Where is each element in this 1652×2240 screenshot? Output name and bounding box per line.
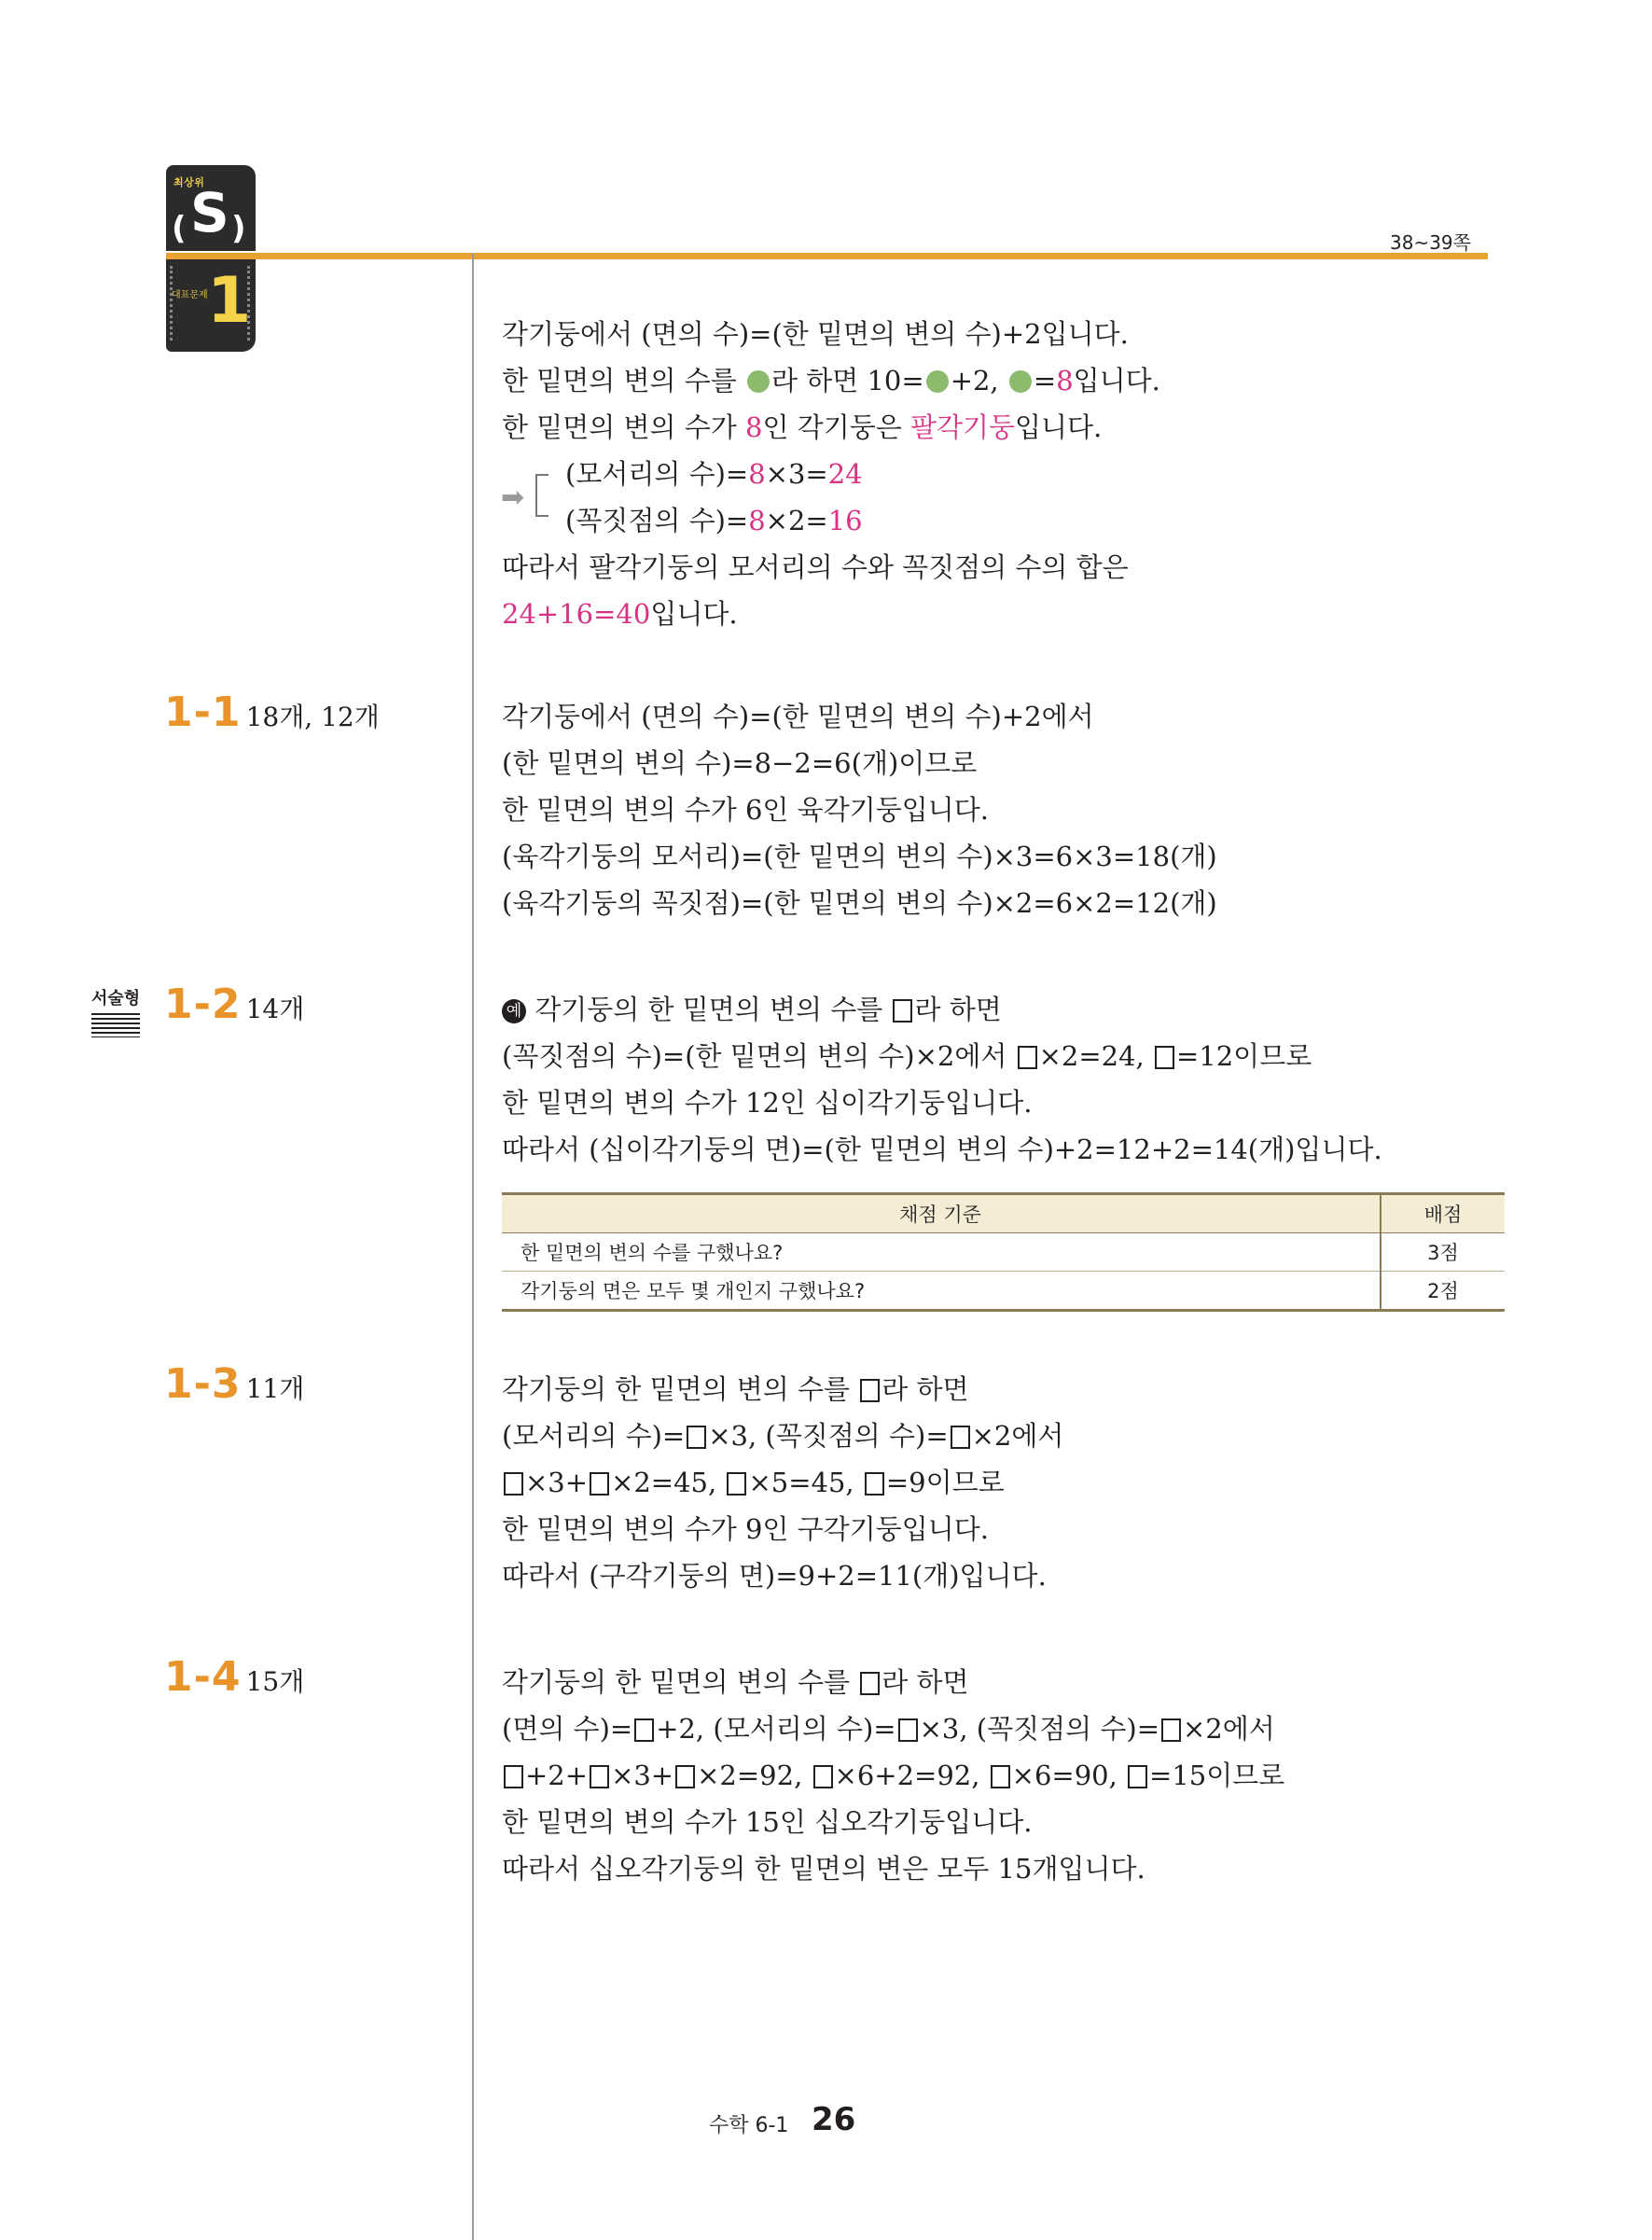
page-number: 26 (812, 2101, 856, 2138)
blank-box (504, 1472, 523, 1496)
solution-line: (한 밑면의 변의 수)=8−2=6(개)이므로 (502, 747, 978, 779)
solution-line: 따라서 팔각기둥의 모서리의 수와 꼭짓점의 수의 합은 (502, 551, 1129, 583)
intro-solution (502, 311, 1160, 637)
problem-1-2-solution (502, 986, 1382, 1173)
blank-box (590, 1472, 609, 1496)
problem-1-4-header (164, 1653, 304, 1701)
problem-1-4-solution (502, 1659, 1284, 1892)
footer-subject: 수학 6-1 (709, 2114, 789, 2137)
solution-line: (육각기둥의 모서리)=(한 밑면의 변의 수)×3=6×3=18(개) (502, 841, 1217, 872)
film-perforation (247, 266, 252, 341)
table-cell: 한 밑면의 변의 수를 구했나요? (502, 1233, 1381, 1272)
green-circle-icon (747, 370, 770, 393)
blank-box (590, 1765, 609, 1788)
problem-answer: 14개 (245, 994, 305, 1024)
problem-1-3-header (164, 1360, 304, 1408)
solution-line: ×3+ ×2=45, ×5=45, =9이므로 (502, 1459, 1063, 1506)
problem-1-1-solution (502, 693, 1217, 926)
solution-line: 한 밑면의 변의 수가 6인 육각기둥입니다. (502, 794, 989, 826)
arrow-icon: ➡ (501, 481, 525, 514)
descriptive-tag (91, 985, 149, 1037)
blank-box (860, 1379, 880, 1402)
solution-line: 24+16=40입니다. (502, 598, 738, 630)
blank-box (898, 1718, 918, 1742)
page-range: 38~39쪽 (1390, 231, 1471, 254)
writing-lines-icon (91, 1013, 140, 1037)
problem-label: 1-4 (164, 1653, 242, 1701)
blank-box (1161, 1718, 1181, 1742)
blank-box (860, 1672, 880, 1695)
problem-1-2-header (164, 981, 304, 1028)
green-circle-icon (1009, 370, 1032, 393)
badge-bracket-left: ( (172, 210, 187, 247)
blank-box (1128, 1765, 1147, 1788)
solution-line: 한 밑면의 변의 수가 8인 각기둥은 팔각기둥입니다. (502, 411, 1103, 443)
solution-line: (모서리의 수)= ×3, (꼭짓점의 수)= ×2에서 (502, 1420, 1064, 1452)
solution-line: 따라서 (구각기둥의 면)=9+2=11(개)입니다. (502, 1560, 1047, 1592)
badge-small-text: 최상위 (174, 176, 205, 188)
descriptive-tag-text: 서술형 (91, 989, 141, 1009)
blank-box (991, 1765, 1010, 1788)
blank-box (893, 999, 912, 1023)
solution-line: (육각기둥의 꼭짓점)=(한 밑면의 변의 수)×2=6×2=12(개) (502, 887, 1217, 919)
badge-bracket-right: ) (231, 210, 246, 247)
solution-line: 한 밑면의 변의 수를 라 하면 10= +2, =8입니다. (502, 365, 1160, 397)
solution-line: 한 밑면의 변의 수가 12인 십이각기둥입니다. (502, 1087, 1033, 1119)
blank-box (634, 1718, 654, 1742)
problem-label: 1-2 (164, 981, 242, 1028)
problem-answer: 11개 (245, 1373, 305, 1404)
badge-letter: S (190, 181, 229, 244)
blank-box (865, 1472, 884, 1496)
problem-label: 1-1 (164, 689, 242, 736)
scoring-table (502, 1192, 1505, 1312)
blank-box (951, 1426, 970, 1449)
problem-answer: 18개, 12개 (245, 702, 380, 732)
solution-line: 각기둥의 한 밑면의 변의 수를 라 하면 (502, 1666, 969, 1698)
blank-box (813, 1765, 833, 1788)
badge-number-tab (166, 258, 256, 352)
solution-line: (꼭짓점의 수)=(한 밑면의 변의 수)×2에서 ×2=24, =12이므로 (502, 1040, 1312, 1072)
table-row (502, 1233, 1505, 1272)
blank-box (1155, 1046, 1174, 1069)
badge-caption: 대표문제 (172, 290, 208, 300)
table-header-row (502, 1194, 1505, 1233)
solution-line: 한 밑면의 변의 수가 15인 십오각기둥입니다. (502, 1806, 1033, 1838)
badge-logo (166, 165, 256, 251)
blank-box (727, 1472, 746, 1496)
column-divider (472, 253, 474, 2240)
header-rule (166, 253, 1488, 259)
solution-line: 예 각기둥의 한 밑면의 변의 수를 라 하면 (502, 986, 1382, 1033)
solution-line: 따라서 십오각기둥의 한 밑면의 변은 모두 15개입니다. (502, 1853, 1145, 1885)
badge-number: 1 (207, 264, 252, 338)
problem-label: 1-3 (164, 1360, 242, 1408)
blank-box (687, 1426, 706, 1449)
blank-box (1018, 1046, 1037, 1069)
solution-line: (모서리의 수)=8×3=24 (565, 458, 863, 490)
blank-box (504, 1765, 523, 1788)
solution-line: +2+ ×3+ ×2=92, ×6+2=92, ×6=90, =15이므로 (502, 1752, 1284, 1799)
scoring-table-wrap (502, 1192, 1505, 1312)
blank-box (675, 1765, 695, 1788)
solution-line: 한 밑면의 변의 수가 9인 구각기둥입니다. (502, 1513, 989, 1545)
brace-icon (535, 474, 548, 517)
table-row (502, 1272, 1505, 1311)
problem-1-3-solution (502, 1366, 1063, 1599)
problem-1-1-header (164, 689, 380, 736)
table-cell: 3점 (1381, 1233, 1505, 1272)
green-circle-icon (926, 370, 949, 393)
solution-line: 따라서 (십이각기둥의 면)=(한 밑면의 변의 수)+2=12+2=14(개)입니다. (502, 1134, 1382, 1165)
table-cell: 2점 (1381, 1272, 1505, 1311)
solution-line: 각기둥에서 (면의 수)=(한 밑면의 변의 수)+2에서 (502, 701, 1094, 732)
column-header: 배점 (1381, 1194, 1505, 1233)
problem-answer: 15개 (245, 1666, 305, 1697)
film-perforation (170, 266, 174, 341)
solution-line: 각기둥에서 (면의 수)=(한 밑면의 변의 수)+2입니다. (502, 318, 1129, 350)
solution-line: 각기둥의 한 밑면의 변의 수를 라 하면 (502, 1373, 969, 1405)
column-header: 채점 기준 (502, 1194, 1381, 1233)
solution-line: (꼭짓점의 수)=8×2=16 (565, 505, 863, 536)
solution-line: (면의 수)= +2, (모서리의 수)= ×3, (꼭짓점의 수)= ×2에서 (502, 1713, 1275, 1745)
example-mark: 예 (502, 999, 526, 1023)
table-cell: 각기둥의 면은 모두 몇 개인지 구했나요? (502, 1272, 1381, 1311)
